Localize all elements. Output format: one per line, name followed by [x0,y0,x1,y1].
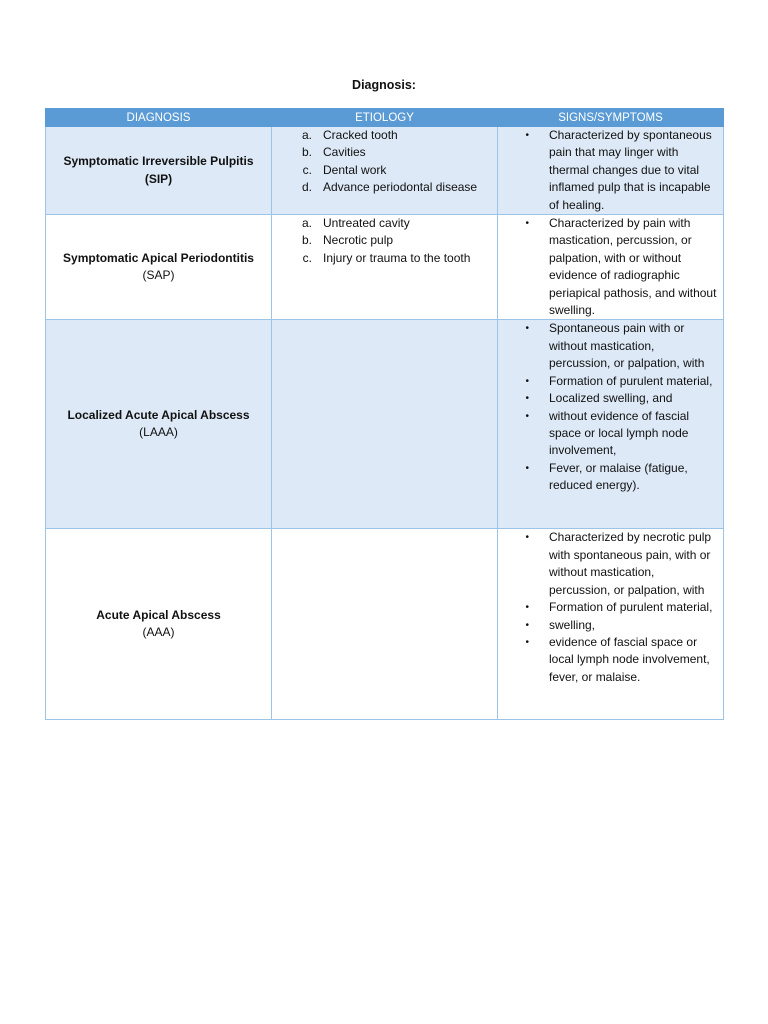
etiology-cell [272,127,498,215]
page-title: Diagnosis: [352,78,416,92]
diagnosis-table [45,108,724,720]
header-signs-symptoms: SIGNS/SYMPTOMS [498,109,724,127]
table-row [46,215,724,320]
header-etiology: ETIOLOGY [272,109,498,127]
list-item [498,373,723,390]
table-row [46,529,724,720]
bullet-icon: • [525,462,529,474]
list-marker: a. [301,128,312,142]
list-item-text: Characterized by spontaneous pain that may linger with thermal changes due to vital inflamed pulp that is incapable of healing. [549,128,712,212]
list-item [272,179,497,196]
header-diagnosis: DIAGNOSIS [46,109,272,127]
list-item-text: evidence of fascial space or local lymph node involvement, fever, or malaise. [549,634,710,684]
etiology-list [272,215,497,267]
signs-list [498,320,723,494]
list-item [498,127,723,214]
signs-list [498,127,723,214]
list-marker: a. [301,216,312,231]
bullet-icon: • [525,375,529,387]
bullet-icon: • [525,619,529,631]
list-item [498,617,723,634]
bullet-icon: • [525,323,529,335]
diagnosis-abbr: (LAAA) [139,425,178,440]
diagnosis-cell [46,320,272,529]
diagnosis-cell [46,127,272,215]
diagnosis-name: Symptomatic Irreversible Pulpitis [63,154,254,169]
table-row [46,127,724,215]
list-item [272,162,497,179]
list-item-text: Advance periodontal disease [323,180,478,195]
list-item [498,634,723,686]
list-marker: b. [301,233,312,248]
diagnosis-name: Localized Acute Apical Abscess [67,408,250,423]
list-marker: b. [301,145,312,160]
list-item-text: Fever, or malaise (fatigue, reduced energy). [549,460,688,493]
list-item-text: Characterized by pain with mastication, percussion, or palpation, with or without evidence of radiographic periapical pathosis, and without swelling. [549,216,717,318]
etiology-list [272,127,497,197]
table-row [46,320,724,529]
signs-cell [498,127,724,215]
signs-cell [498,529,724,720]
list-marker: c. [302,250,312,265]
diagnosis-name: Symptomatic Apical Periodontitis [63,250,254,265]
list-item [272,232,497,249]
list-marker: d. [301,180,312,195]
list-item-text: Cavities [323,145,366,160]
list-item [498,320,723,372]
list-item-text: Localized swelling, and [549,391,673,406]
diagnosis-name: Acute Apical Abscess [96,608,221,623]
bullet-icon: • [525,410,529,422]
list-marker: c. [302,162,312,177]
list-item [498,599,723,616]
bullet-icon: • [525,532,529,544]
list-item [498,215,723,319]
list-item-text: Spontaneous pain with or without mastication, percussion, or palpation, with [549,321,705,371]
list-item-text: Untreated cavity [323,216,410,231]
list-item-text: Necrotic pulp [323,233,394,248]
etiology-cell [272,215,498,320]
list-item-text: Characterized by necrotic pulp with spontaneous pain, with or without mastication, percussion, or palpation, with [549,530,712,597]
list-item [272,215,497,232]
bullet-icon: • [525,393,529,405]
signs-list [498,215,723,319]
list-item-text: Dental work [323,162,387,177]
diagnosis-cell [46,215,272,320]
list-item [498,408,723,460]
diagnosis-abbr: (SAP) [142,268,175,283]
etiology-cell [272,320,498,529]
list-item-text: swelling, [549,617,596,632]
list-item-text: Cracked tooth [323,128,398,142]
table-header-row [46,109,724,127]
list-item-text: Formation of purulent material, [549,600,713,615]
list-item [272,250,497,267]
etiology-cell [272,529,498,720]
signs-cell [498,215,724,320]
list-item-text: Formation of purulent material, [549,373,713,388]
list-item-text: Injury or trauma to the tooth [323,250,471,265]
bullet-icon: • [525,130,529,141]
list-item [498,390,723,407]
list-item-text: without evidence of fascial space or local lymph node involvement, [549,408,690,458]
diagnosis-abbr: (AAA) [142,625,175,640]
diagnosis-cell [46,529,272,720]
bullet-icon: • [525,218,529,230]
diagnosis-abbr: (SIP) [144,171,173,186]
list-item [272,144,497,161]
signs-list [498,529,723,686]
list-item [272,127,497,144]
signs-cell [498,320,724,529]
list-item [498,529,723,599]
bullet-icon: • [525,602,529,614]
list-item [498,460,723,495]
bullet-icon: • [525,636,529,648]
